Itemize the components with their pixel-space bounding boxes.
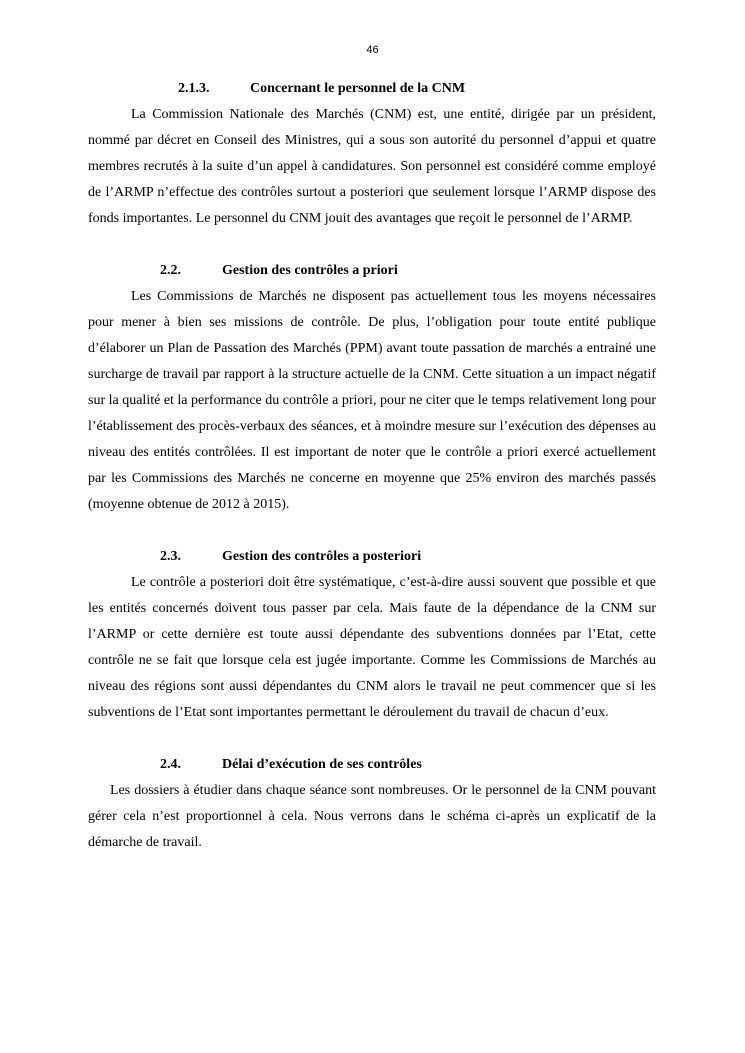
- section-title: Concernant le personnel de la CNM: [250, 81, 466, 96]
- section-paragraph-2-2: Les Commissions de Marchés ne disposent pas actuellement tous les moyens nécessaires pour mener à bien ses missions de contrôle. De plus, l’obligation pour toute entité publique d’élaborer un Plan de Passation des Marchés (PPM) avant toute passation de marchés a entrainé une surcharge de travail par rapport à la structure actuelle de la CNM. Cette situation a un impact négatif sur la qualité et la performance du contrôle a priori, pour ne citer que le temps relativement long pour l’établissement des procès-verbaux des séances, et à moindre mesure sur l’exécution des dépenses au niveau des entités contrôlées. Il est important de noter que le contrôle a priori exercé actuellement par les Commissions des Marchés ne concerne en moyenne que 25% environ des marchés passés (moyenne obtenue de 2012 à 2015).: [88, 289, 656, 512]
- section-heading-2-1-3: [88, 76, 656, 102]
- section-paragraph-2-3: Le contrôle a posteriori doit être systématique, c’est-à-dire aussi souvent que possible et que les entités concernés doivent tous passer par cela. Mais faute de la dépendance de la CNM sur l’ARMP or cette dernière est toute aussi dépendante des subventions données par l’Etat, cette contrôle ne se fait que lorsque cela est jugée importante. Comme les Commissions de Marchés au niveau des régions sont aussi dépendantes du CNM alors le travail ne peut commencer que si les subventions de l’Etat sont importantes permettant le déroulement du travail de chacun d’eux.: [88, 575, 656, 720]
- section-title: Gestion des contrôles a posteriori: [222, 549, 422, 564]
- section-heading-2-2: [88, 258, 656, 284]
- spacer: [88, 518, 656, 544]
- section-number: 2.2.: [160, 263, 181, 278]
- section-paragraph-2-4: Les dossiers à étudier dans chaque séance sont nombreuses. Or le personnel de la CNM pouvant gérer cela n’est proportionnel à cela. Nous verrons dans le schéma ci-après un explicatif de la démarche de travail.: [88, 783, 656, 850]
- document-body: [88, 76, 656, 856]
- section-title: Délai d’exécution de ses contrôles: [222, 757, 422, 772]
- section-number: 2.4.: [160, 757, 181, 772]
- section-heading-2-4: [88, 752, 656, 778]
- spacer: [88, 726, 656, 752]
- section-paragraph-2-1-3: La Commission Nationale des Marchés (CNM) est, une entité, dirigée par un président, nommé par décret en Conseil des Ministres, qui a sous son autorité du personnel d’appui et quatre membres recrutés à la suite d’un appel à candidatures. Son personnel est considéré comme employé de l’ARMP n’effectue des contrôles surtout a posteriori que seulement lorsque l’ARMP dispose des fonds importantes. Le personnel du CNM jouit des avantages que reçoit le personnel de l’ARMP.: [88, 107, 656, 226]
- section-title: Gestion des contrôles a priori: [222, 263, 398, 278]
- spacer: [88, 232, 656, 258]
- page-number: 46: [366, 44, 379, 56]
- section-number: 2.1.3.: [178, 81, 210, 96]
- section-number: 2.3.: [160, 549, 181, 564]
- section-heading-2-3: [88, 544, 656, 570]
